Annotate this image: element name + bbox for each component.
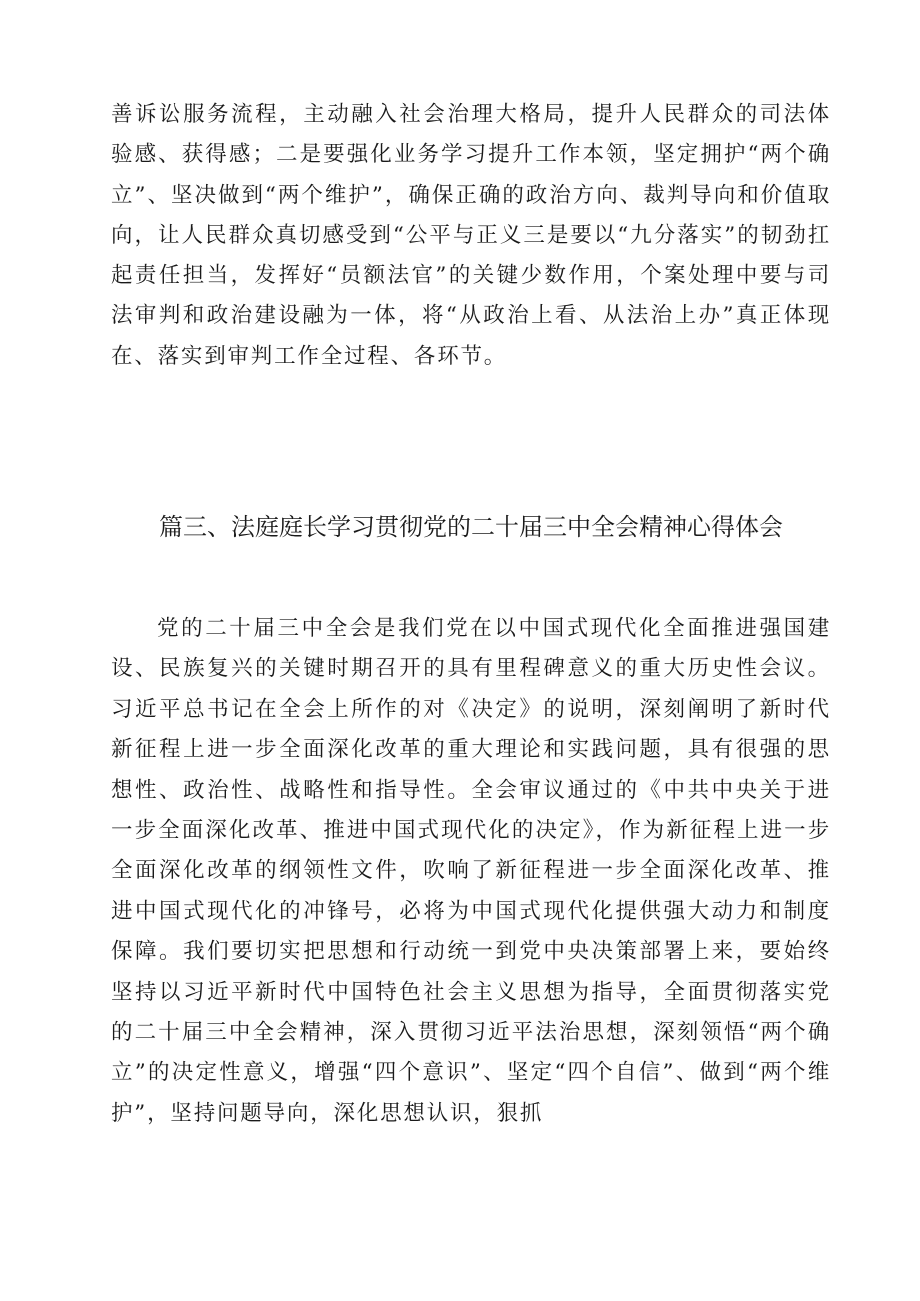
section-heading: 篇三、法庭庭长学习贯彻党的二十届三中全会精神心得体会	[159, 513, 783, 541]
section-paragraph: 党的二十届三中全会是我们党在以中国式现代化全面推进强国建设、民族复兴的关键时期召开的具有里程碑意义的重大历史性会议。习近平总书记在全会上所作的对《决定》的说明，深刻阐明了新时代新征程上进一步全面深化改革的重大理论和实践问题，具有很强的思想性、政治性、战略性和指导性。全会审议通过的《中共中央关于进一步全面深化改革、推进中国式现代化的决定》，作为新征程上进一步全面深化改革的纲领性文件，吹响了新征程进一步全面深化改革、推进中国式现代化的冲锋号，必将为中国式现代化提供强大动力和制度保障。我们要切实把思想和行动统一到党中央决策部署上来，要始终坚持以习近平新时代中国特色社会主义思想为指导，全面贯彻落实党的二十届三中全会精神，深入贯彻习近平法治思想，深刻领悟“两个确立”的决定性意义，增强“四个意识”、坚定“四个自信”、做到“两个维护”，坚持问题导向，深化思想认识，狠抓	[111, 616, 831, 1126]
continuation-paragraph: 善诉讼服务流程，主动融入社会治理大格局，提升人民群众的司法体验感、获得感；二是要强化业务学习提升工作本领，坚定拥护“两个确立”、坚决做到“两个维护”，确保正确的政治方向、裁判导向和价值取向，让人民群众真切感受到“公平与正义三是要以“九分落实”的韧劲扛起责任担当，发挥好“员额法官”的关键少数作用，个案处理中要与司法审判和政治建设融为一体，将“从政治上看、从法治上办”真正体现在、落实到审判工作全过程、各环节。	[111, 102, 831, 369]
